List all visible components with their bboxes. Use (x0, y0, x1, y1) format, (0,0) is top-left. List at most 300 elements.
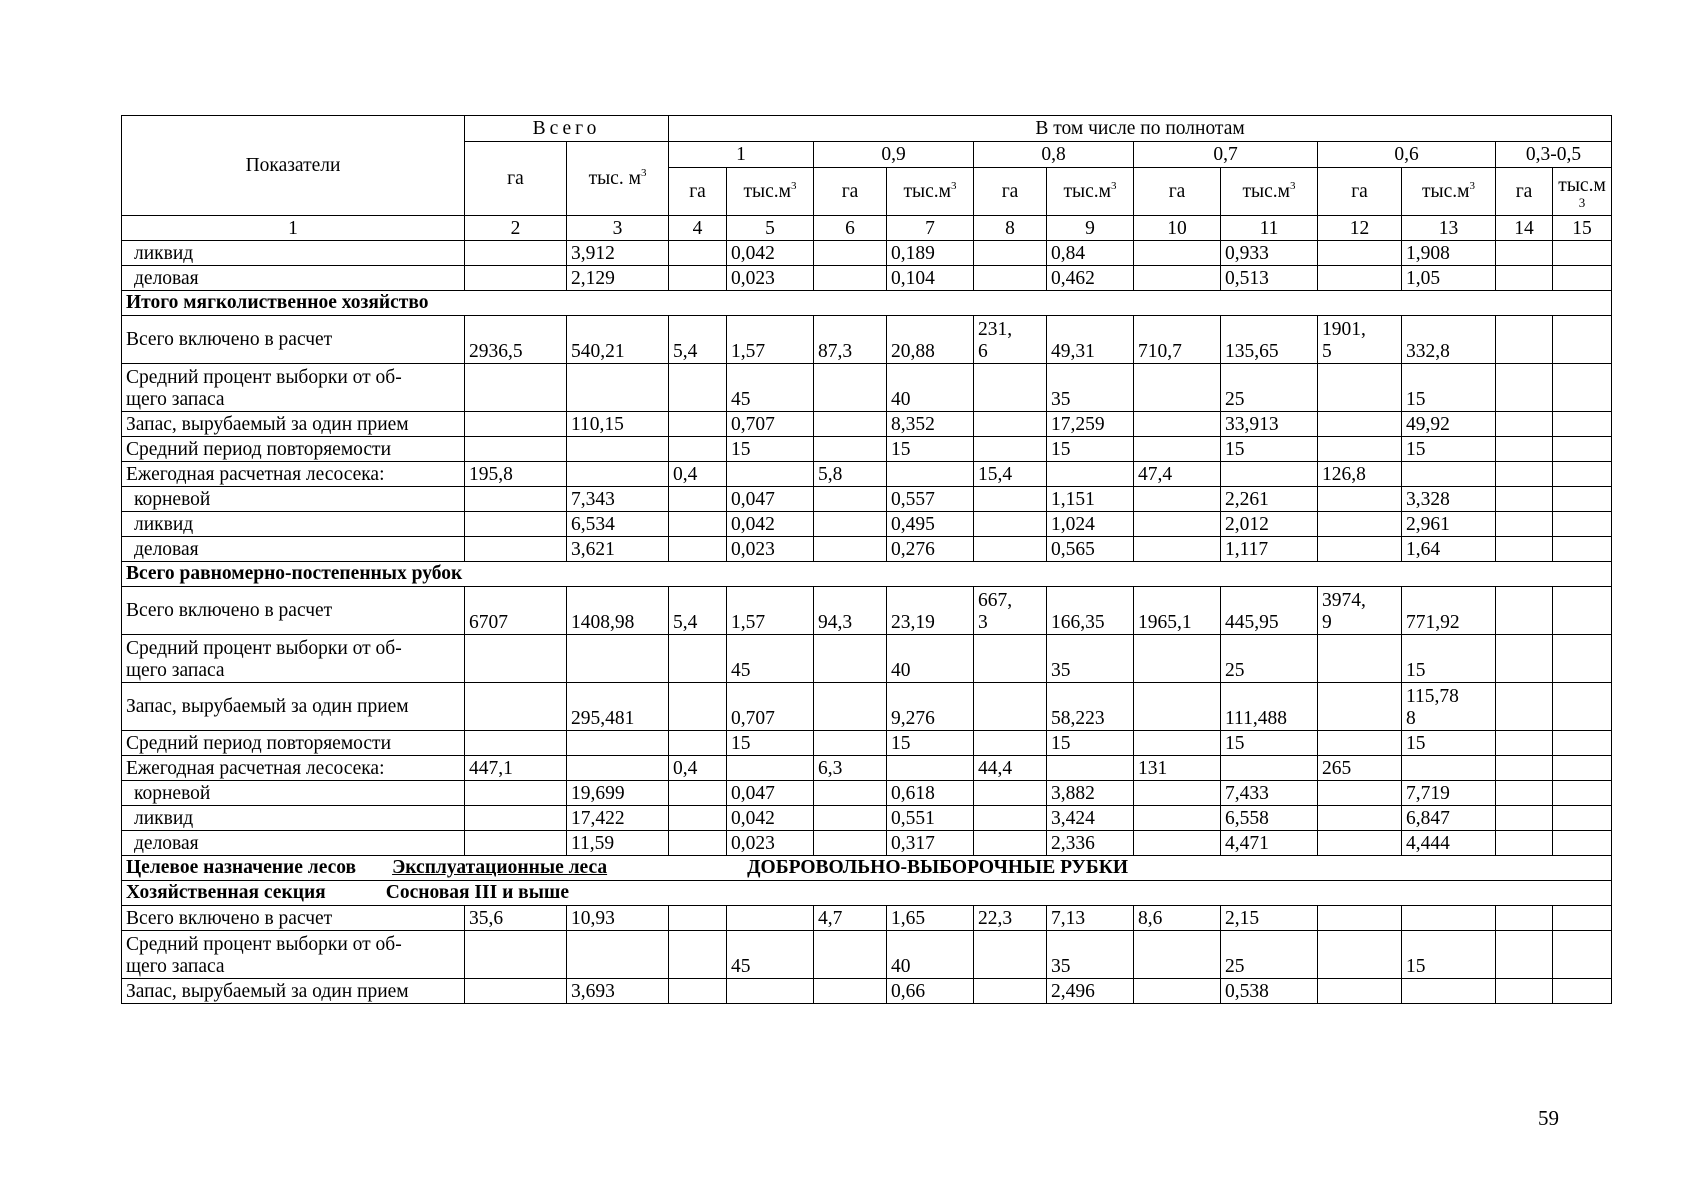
table-cell: 3,424 (1047, 806, 1134, 831)
table-cell: 1408,98 (567, 587, 669, 635)
table-row (122, 756, 1612, 781)
table-cell: 44,4 (974, 756, 1047, 781)
table-cell (1221, 756, 1318, 781)
table-cell: 1,908 (1402, 241, 1496, 266)
table-cell: 0,042 (727, 512, 814, 537)
table-cell (567, 931, 669, 979)
table-cell (1318, 437, 1402, 462)
table-cell: 7,719 (1402, 781, 1496, 806)
table-cell: 540,21 (567, 316, 669, 364)
table-cell: 2,961 (1402, 512, 1496, 537)
table-cell (1318, 241, 1402, 266)
table-cell: 15 (1221, 437, 1318, 462)
table-cell (669, 266, 727, 291)
row-label: деловая (122, 266, 465, 291)
header-density-1: 1 (669, 142, 814, 168)
table-cell (1553, 437, 1612, 462)
table-cell: 15 (1047, 437, 1134, 462)
table-cell: 49,92 (1402, 412, 1496, 437)
table-cell (1047, 756, 1134, 781)
table-cell: 40 (887, 364, 974, 412)
header-total-ha: га (465, 142, 567, 216)
table-cell (1318, 635, 1402, 683)
table-cell: 5,4 (669, 316, 727, 364)
table-cell (974, 683, 1047, 731)
table-cell (465, 266, 567, 291)
table-cell (1496, 241, 1553, 266)
table-cell: 6707 (465, 587, 567, 635)
table-cell: 35 (1047, 635, 1134, 683)
table-row (122, 316, 1612, 364)
table-row (122, 412, 1612, 437)
table-cell: 49,31 (1047, 316, 1134, 364)
table-cell (974, 437, 1047, 462)
table-cell: 25 (1221, 635, 1318, 683)
section-row (122, 291, 1612, 316)
header-density-0-9: 0,9 (814, 142, 974, 168)
table-cell: 2,496 (1047, 979, 1134, 1004)
table-cell: 15 (727, 731, 814, 756)
table-row (122, 462, 1612, 487)
table-cell (1496, 906, 1553, 931)
table-cell (669, 906, 727, 931)
table-cell (974, 781, 1047, 806)
table-cell (465, 437, 567, 462)
header-unit-ha: га (1318, 168, 1402, 216)
row-label: Всего включено в расчет (122, 316, 465, 364)
table-cell: 1,151 (1047, 487, 1134, 512)
table-cell: 17,422 (567, 806, 669, 831)
table-cell (814, 487, 887, 512)
table-cell: 15 (1047, 731, 1134, 756)
table-cell (814, 683, 887, 731)
table-cell: 295,481 (567, 683, 669, 731)
table-cell (1496, 683, 1553, 731)
table-cell (974, 512, 1047, 537)
section-part: ДОБРОВОЛЬНО-ВЫБОРОЧНЫЕ РУБКИ (747, 857, 1129, 878)
column-number: 13 (1402, 216, 1496, 241)
table-cell (669, 781, 727, 806)
row-label: Запас, вырубаемый за один прием (122, 979, 465, 1004)
table-cell: 7,13 (1047, 906, 1134, 931)
table-row (122, 906, 1612, 931)
table-cell: 3,912 (567, 241, 669, 266)
table-cell: 1,57 (727, 587, 814, 635)
table-cell (1496, 512, 1553, 537)
row-label: Средний процент выборки от об- щего запаса (122, 364, 465, 412)
table-cell (974, 831, 1047, 856)
table-cell (1318, 781, 1402, 806)
table-cell (974, 241, 1047, 266)
table-cell (1553, 364, 1612, 412)
table-cell (1221, 462, 1318, 487)
table-cell (1553, 731, 1612, 756)
section-part: Всего равномерно-постепенных рубок (126, 563, 463, 584)
table-cell (1553, 806, 1612, 831)
table-cell (1318, 537, 1402, 562)
table-cell: 0,4 (669, 756, 727, 781)
table-cell (1134, 731, 1221, 756)
row-label: Всего включено в расчет (122, 587, 465, 635)
table-cell: 15 (1402, 731, 1496, 756)
table-cell (465, 241, 567, 266)
table-row (122, 931, 1612, 979)
table-cell: 87,3 (814, 316, 887, 364)
table-cell (1134, 806, 1221, 831)
table-cell: 1,64 (1402, 537, 1496, 562)
table-cell (1553, 241, 1612, 266)
table-cell (974, 412, 1047, 437)
table-cell (1553, 316, 1612, 364)
table-cell (1318, 906, 1402, 931)
table-cell: 45 (727, 931, 814, 979)
row-label: Всего включено в расчет (122, 906, 465, 931)
table-cell: 710,7 (1134, 316, 1221, 364)
table-cell (974, 635, 1047, 683)
table-cell (1318, 979, 1402, 1004)
table-cell (974, 487, 1047, 512)
column-number: 7 (887, 216, 974, 241)
table-cell: 0,513 (1221, 266, 1318, 291)
table-cell (814, 241, 887, 266)
row-label: деловая (122, 831, 465, 856)
table-cell: 265 (1318, 756, 1402, 781)
section-part: Итого мягколиственное хозяйство (126, 292, 429, 313)
table-cell: 45 (727, 364, 814, 412)
header-total: Всего (465, 116, 669, 142)
table-cell (465, 412, 567, 437)
table-cell (1496, 487, 1553, 512)
header-unit-ha: га (974, 168, 1047, 216)
table-cell (814, 537, 887, 562)
table-cell (1553, 266, 1612, 291)
row-label: деловая (122, 537, 465, 562)
table-cell (1496, 266, 1553, 291)
table-row (122, 537, 1612, 562)
table-cell: 1901, 5 (1318, 316, 1402, 364)
table-cell: 6,847 (1402, 806, 1496, 831)
table-cell (669, 437, 727, 462)
header-unit-ha: га (1134, 168, 1221, 216)
table-cell (465, 806, 567, 831)
table-cell (465, 781, 567, 806)
table-cell: 4,444 (1402, 831, 1496, 856)
table-cell: 2,012 (1221, 512, 1318, 537)
section-title (122, 856, 1612, 881)
table-cell (669, 931, 727, 979)
table-cell: 8,352 (887, 412, 974, 437)
table-cell (465, 537, 567, 562)
table-cell (465, 512, 567, 537)
table-row (122, 241, 1612, 266)
forest-indicators-table (121, 115, 1612, 1004)
header-indicators: Показатели (122, 116, 465, 216)
section-row (122, 881, 1612, 906)
table-cell (1496, 806, 1553, 831)
table-cell (814, 266, 887, 291)
table-cell (1496, 731, 1553, 756)
table-cell (465, 487, 567, 512)
table-cell (1553, 831, 1612, 856)
table-cell (1318, 512, 1402, 537)
table-cell: 0,189 (887, 241, 974, 266)
table-cell (465, 831, 567, 856)
table-cell: 25 (1221, 364, 1318, 412)
table-cell: 0,104 (887, 266, 974, 291)
table-cell: 25 (1221, 931, 1318, 979)
table-cell: 0,047 (727, 487, 814, 512)
row-label: Ежегодная расчетная лесосека: (122, 756, 465, 781)
table-cell (1402, 462, 1496, 487)
table-cell (1134, 266, 1221, 291)
table-cell (1318, 831, 1402, 856)
section-part: Эксплуатационные леса (392, 857, 608, 878)
table-row (122, 781, 1612, 806)
row-label: Запас, вырубаемый за один прием (122, 683, 465, 731)
table-cell: 58,223 (1047, 683, 1134, 731)
table-cell: 33,913 (1221, 412, 1318, 437)
header-by-density: В том числе по полнотам (669, 116, 1612, 142)
table-cell (1496, 412, 1553, 437)
table-cell (727, 906, 814, 931)
table-cell: 0,4 (669, 462, 727, 487)
table-cell (669, 731, 727, 756)
table-cell: 1,05 (1402, 266, 1496, 291)
table-cell (1553, 781, 1612, 806)
header-density-0-3-0-5: 0,3-0,5 (1496, 142, 1612, 168)
table-cell (1134, 412, 1221, 437)
table-cell: 0,618 (887, 781, 974, 806)
table-cell: 111,488 (1221, 683, 1318, 731)
table-cell (1496, 316, 1553, 364)
table-cell (1496, 756, 1553, 781)
table-cell: 7,433 (1221, 781, 1318, 806)
table-row (122, 437, 1612, 462)
row-label: Средний процент выборки от об- щего запаса (122, 931, 465, 979)
table-cell (974, 979, 1047, 1004)
table-cell (669, 241, 727, 266)
table-cell: 3,621 (567, 537, 669, 562)
table-cell (1496, 831, 1553, 856)
table-cell (1134, 831, 1221, 856)
table-cell: 667, 3 (974, 587, 1047, 635)
table-row (122, 683, 1612, 731)
table-cell: 0,317 (887, 831, 974, 856)
table-cell (814, 979, 887, 1004)
table-cell: 1,65 (887, 906, 974, 931)
table-cell (567, 731, 669, 756)
table-cell: 0,023 (727, 266, 814, 291)
table-cell (974, 364, 1047, 412)
table-cell: 3,328 (1402, 487, 1496, 512)
table-cell (567, 756, 669, 781)
table-cell (1496, 437, 1553, 462)
table-cell (974, 931, 1047, 979)
table-cell: 5,4 (669, 587, 727, 635)
table-cell (814, 364, 887, 412)
column-number: 4 (669, 216, 727, 241)
table-cell: 0,933 (1221, 241, 1318, 266)
table-cell: 6,534 (567, 512, 669, 537)
table-cell: 15,4 (974, 462, 1047, 487)
table-cell: 3,882 (1047, 781, 1134, 806)
table-cell: 40 (887, 931, 974, 979)
table-cell (567, 364, 669, 412)
table-cell (1553, 979, 1612, 1004)
table-cell: 0,023 (727, 537, 814, 562)
table-cell (567, 462, 669, 487)
table-cell: 15 (887, 731, 974, 756)
table-cell (1553, 683, 1612, 731)
row-label: корневой (122, 487, 465, 512)
table-cell: 115,78 8 (1402, 683, 1496, 731)
section-part: Хозяйственная секция (126, 882, 326, 903)
row-label: Ежегодная расчетная лесосека: (122, 462, 465, 487)
table-cell: 15 (1221, 731, 1318, 756)
table-cell (1496, 781, 1553, 806)
table-cell: 17,259 (1047, 412, 1134, 437)
table-cell: 3,693 (567, 979, 669, 1004)
section-row (122, 562, 1612, 587)
table-cell (1496, 462, 1553, 487)
table-cell (1134, 437, 1221, 462)
table-cell (1553, 412, 1612, 437)
table-cell (1496, 587, 1553, 635)
table-cell: 771,92 (1402, 587, 1496, 635)
table-cell: 2,261 (1221, 487, 1318, 512)
table-cell: 1,024 (1047, 512, 1134, 537)
header-density-0-6: 0,6 (1318, 142, 1496, 168)
table-cell (887, 462, 974, 487)
table-cell: 135,65 (1221, 316, 1318, 364)
table-cell (814, 831, 887, 856)
table-cell (465, 731, 567, 756)
header-density-0-7: 0,7 (1134, 142, 1318, 168)
table-cell: 166,35 (1047, 587, 1134, 635)
table-cell: 7,343 (567, 487, 669, 512)
table-cell: 15 (887, 437, 974, 462)
table-cell (567, 437, 669, 462)
table-cell (1134, 635, 1221, 683)
table-row (122, 487, 1612, 512)
table-cell (1134, 364, 1221, 412)
table-row (122, 364, 1612, 412)
section-row (122, 856, 1612, 881)
column-number: 12 (1318, 216, 1402, 241)
table-cell: 19,699 (567, 781, 669, 806)
table-cell (1047, 462, 1134, 487)
table-cell (1553, 906, 1612, 931)
table-cell: 94,3 (814, 587, 887, 635)
table-cell: 126,8 (1318, 462, 1402, 487)
table-cell (1496, 635, 1553, 683)
table-cell (1496, 979, 1553, 1004)
table-cell (1318, 683, 1402, 731)
table-cell: 8,6 (1134, 906, 1221, 931)
table-cell: 231, 6 (974, 316, 1047, 364)
table-cell (814, 512, 887, 537)
header-unit-ha: га (1496, 168, 1553, 216)
table-cell: 0,462 (1047, 266, 1134, 291)
column-number: 11 (1221, 216, 1318, 241)
table-row (122, 266, 1612, 291)
table-cell: 0,66 (887, 979, 974, 1004)
table-cell: 131 (1134, 756, 1221, 781)
table-cell (814, 731, 887, 756)
table-cell: 22,3 (974, 906, 1047, 931)
table-cell (1134, 979, 1221, 1004)
header-unit-ha: га (669, 168, 727, 216)
table-cell: 445,95 (1221, 587, 1318, 635)
table-cell: 195,8 (465, 462, 567, 487)
table-cell (727, 979, 814, 1004)
table-cell: 0,047 (727, 781, 814, 806)
table-cell: 23,19 (887, 587, 974, 635)
column-number: 6 (814, 216, 887, 241)
column-number: 5 (727, 216, 814, 241)
table-cell (814, 931, 887, 979)
table-cell (1318, 487, 1402, 512)
row-label: Средний процент выборки от об- щего запаса (122, 635, 465, 683)
table-cell: 447,1 (465, 756, 567, 781)
table-cell: 4,471 (1221, 831, 1318, 856)
table-cell: 40 (887, 635, 974, 683)
table-cell (974, 806, 1047, 831)
table-cell (1134, 781, 1221, 806)
table-cell: 35 (1047, 931, 1134, 979)
table-cell: 47,4 (1134, 462, 1221, 487)
table-cell (887, 756, 974, 781)
table-cell: 35 (1047, 364, 1134, 412)
table-cell: 1965,1 (1134, 587, 1221, 635)
table-cell: 0,551 (887, 806, 974, 831)
table-cell (669, 412, 727, 437)
table-cell: 35,6 (465, 906, 567, 931)
table-cell (1553, 587, 1612, 635)
row-label: Средний период повторяемости (122, 731, 465, 756)
table-cell (814, 437, 887, 462)
row-label: Запас, вырубаемый за один прием (122, 412, 465, 437)
table-cell (1496, 931, 1553, 979)
table-cell (974, 266, 1047, 291)
row-label: корневой (122, 781, 465, 806)
table-cell (1318, 806, 1402, 831)
table-cell (1553, 512, 1612, 537)
table-cell: 0,023 (727, 831, 814, 856)
table-row (122, 635, 1612, 683)
table-cell: 10,93 (567, 906, 669, 931)
header-unit-k-m3: $тыс.м^3$ (1047, 168, 1134, 216)
table-cell (465, 635, 567, 683)
table-cell: 0,042 (727, 241, 814, 266)
table-cell: 0,538 (1221, 979, 1318, 1004)
table-cell: 15 (727, 437, 814, 462)
table-cell: 2,15 (1221, 906, 1318, 931)
table-cell (669, 537, 727, 562)
table-cell: 15 (1402, 931, 1496, 979)
table-cell: 15 (1402, 635, 1496, 683)
table-cell (1318, 412, 1402, 437)
table-cell (974, 537, 1047, 562)
header-unit-k-m3: $тыс.м^3$ (727, 168, 814, 216)
table-cell: 0,565 (1047, 537, 1134, 562)
header-unit-ha: га (814, 168, 887, 216)
table-row (122, 587, 1612, 635)
section-title (122, 562, 1612, 587)
table-cell (465, 364, 567, 412)
section-part: Сосновая III и выше (385, 882, 570, 903)
table-cell: 45 (727, 635, 814, 683)
